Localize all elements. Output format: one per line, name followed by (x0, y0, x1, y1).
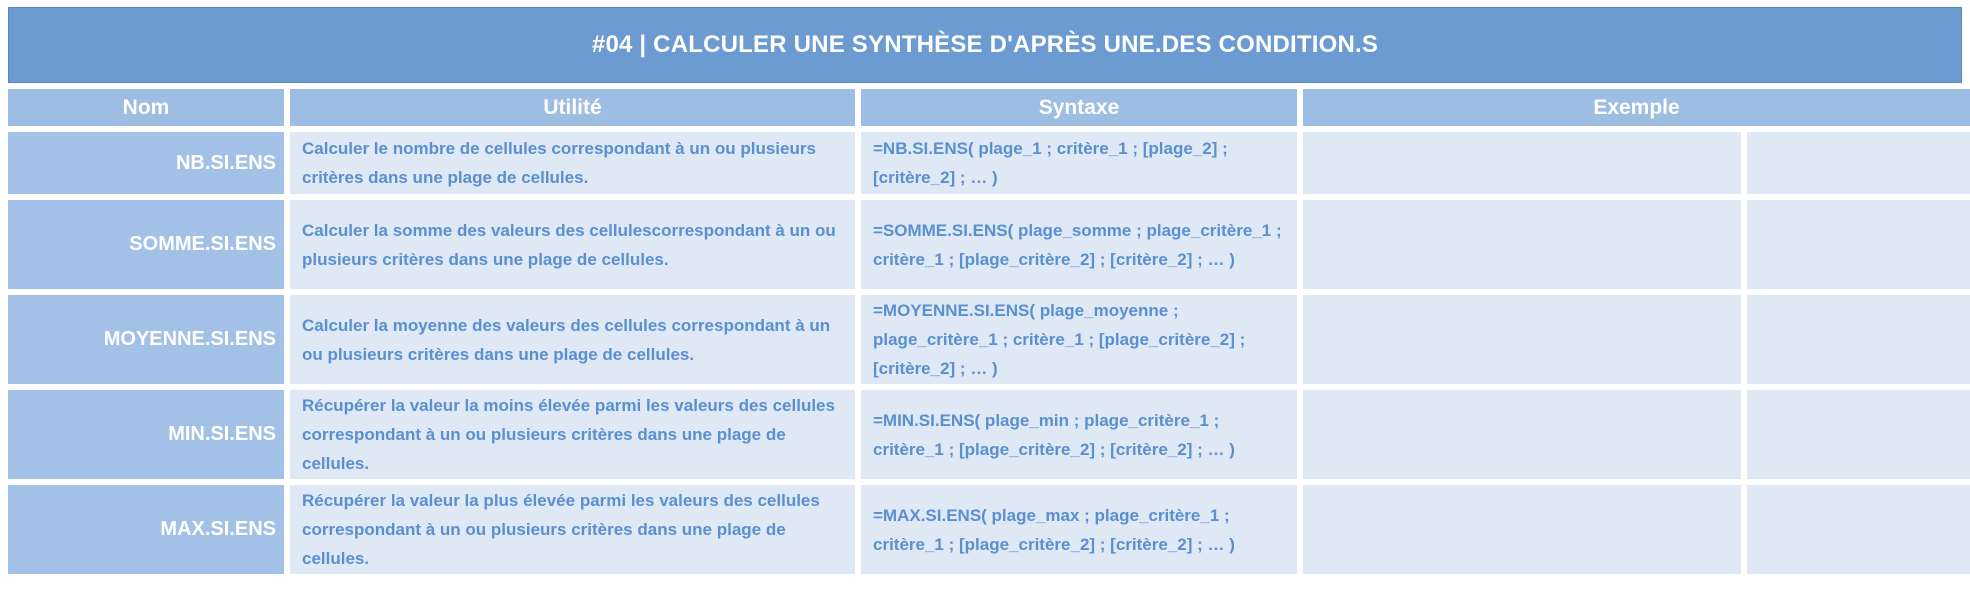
functions-table (2, 83, 1970, 580)
function-syntax: =MAX.SI.ENS( plage_max ; plage_critère_1 ; critère_1 ; [plage_critère_2] ; [critère_2] ; … ) (861, 485, 1297, 574)
function-name: MAX.SI.ENS (8, 485, 284, 574)
table-row (8, 390, 1970, 479)
function-syntax: =NB.SI.ENS( plage_1 ; critère_1 ; [plage_2] ; [critère_2] ; … ) (861, 132, 1297, 194)
function-utility: Calculer la moyenne des valeurs des cellules correspondant à un ou plusieurs critères dans une plage de cellules. (290, 295, 855, 384)
function-utility: Calculer la somme des valeurs des cellulescorrespondant à un ou plusieurs critères dans une plage de cellules. (290, 200, 855, 289)
example-cell-1[interactable] (1303, 132, 1741, 194)
function-syntax: =SOMME.SI.ENS( plage_somme ; plage_critère_1 ; critère_1 ; [plage_critère_2] ; [critère_2] ; … ) (861, 200, 1297, 289)
function-syntax: =MIN.SI.ENS( plage_min ; plage_critère_1 ; critère_1 ; [plage_critère_2] ; [critère_2] ; … ) (861, 390, 1297, 479)
header-row (8, 89, 1970, 126)
example-cell-2[interactable] (1747, 295, 1970, 384)
example-cell-2[interactable] (1747, 200, 1970, 289)
function-name: NB.SI.ENS (8, 132, 284, 194)
function-name: MIN.SI.ENS (8, 390, 284, 479)
example-cell-1[interactable] (1303, 390, 1741, 479)
header-utility: Utilité (290, 89, 855, 126)
function-name: MOYENNE.SI.ENS (8, 295, 284, 384)
function-utility: Calculer le nombre de cellules correspondant à un ou plusieurs critères dans une plage de cellules. (290, 132, 855, 194)
example-cell-2[interactable] (1747, 132, 1970, 194)
example-cell-1[interactable] (1303, 295, 1741, 384)
function-utility: Récupérer la valeur la plus élevée parmi les valeurs des cellules correspondant à un ou plusieurs critères dans une plage de cellules. (290, 485, 855, 574)
table-row (8, 132, 1970, 194)
function-name: SOMME.SI.ENS (8, 200, 284, 289)
example-cell-1[interactable] (1303, 485, 1741, 574)
function-utility: Récupérer la valeur la moins élevée parmi les valeurs des cellules correspondant à un ou plusieurs critères dans une plage de cellules. (290, 390, 855, 479)
table-row (8, 200, 1970, 289)
example-cell-1[interactable] (1303, 200, 1741, 289)
function-syntax: =MOYENNE.SI.ENS( plage_moyenne ; plage_critère_1 ; critère_1 ; [plage_critère_2] ; [critère_2] ; … ) (861, 295, 1297, 384)
example-cell-2[interactable] (1747, 485, 1970, 574)
page-title: #04 | CALCULER UNE SYNTHÈSE D'APRÈS UNE.DES CONDITION.S (8, 7, 1962, 83)
header-syntax: Syntaxe (861, 89, 1297, 126)
example-cell-2[interactable] (1747, 390, 1970, 479)
table-row (8, 485, 1970, 574)
header-name: Nom (8, 89, 284, 126)
header-example: Exemple (1303, 89, 1970, 126)
functions-sheet (8, 7, 1962, 580)
table-row (8, 295, 1970, 384)
